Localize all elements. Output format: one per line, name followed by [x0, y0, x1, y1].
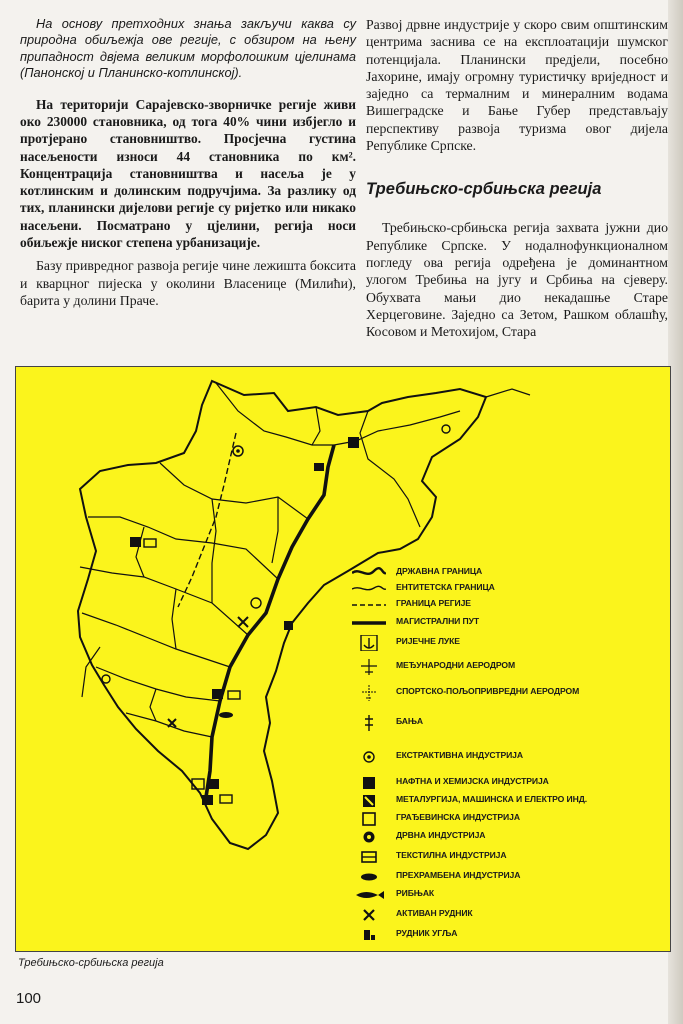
wood-icon [352, 829, 386, 845]
legend-item [352, 887, 662, 903]
extractive-icon [352, 749, 386, 765]
legend-label: МАГИСТРАЛНИ ПУТ [396, 616, 480, 626]
legend-label: ГРАЂЕВИНСКА ИНДУСТРИЈА [396, 812, 520, 822]
legend-label: РИЈЕЧНЕ ЛУКЕ [396, 636, 460, 646]
legend-label: ЕНТИТЕТСКА ГРАНИЦА [396, 582, 495, 592]
tourism-paragraph: Развој дрвне индустрије у скоро свим општинским центрима заснива се на експлоатацији шумског потенцијала. Планински предјели, посебно Јахорине, имају огромну туристичку вриједност и заједно са термалним и минералним водама Вишеградске и Бање Губер представљају перспективу развоја туризма овог дијела Републике Српске. [366, 17, 668, 154]
entity-border-icon [352, 581, 386, 597]
right-column [366, 16, 668, 340]
legend-item [352, 581, 662, 597]
legend-item [352, 659, 662, 675]
legend-label: АКТИВАН РУДНИК [396, 908, 473, 918]
legend-label: МЕТАЛУРГИЈА, МАШИНСКА И ЕЛЕКТРО ИНД. [396, 794, 588, 804]
region-paragraph: Требињско-србињска регија захвата јужни дио Републике Српске. У нодалнофункционалном погледу ова регија одређена је доминантном улогом Требиња на југу и Србиња на сјеверу. Обухвата мањи дио некадашње Старе Херцеговине. Заједно са Зетом, Рашком облашћу, Косовом и Метохијом, Стара [366, 220, 668, 340]
small-airport-icon [352, 685, 386, 701]
region-border-line [178, 433, 236, 607]
oil-chemical-icon [352, 775, 386, 791]
metallurgy-icon [352, 793, 386, 809]
legend-label: НАФТНА И ХЕМИЈСКА ИНДУСТРИЈА [396, 776, 549, 786]
legend-label: СПОРТСКО-ПОЉОПРИВРЕДНИ АЕРОДРОМ [396, 686, 580, 696]
left-column [20, 16, 356, 309]
legend-item [352, 793, 662, 809]
fish-icon [352, 887, 386, 903]
legend-label: РИБЊАК [396, 888, 435, 898]
region-map [15, 366, 671, 952]
map-caption: Требињско-србињска регија [18, 957, 164, 969]
coal-mine-icon [352, 927, 386, 943]
legend-label: ТЕКСТИЛНА ИНДУСТРИЈА [396, 850, 507, 860]
main-road-line [206, 445, 334, 797]
legend-label: ГРАНИЦА РЕГИЈЕ [396, 598, 471, 608]
legend-label: ПРЕХРАМБЕНА ИНДУСТРИЈА [396, 870, 521, 880]
legend-label: РУДНИК УГЉА [396, 928, 458, 938]
legend-label: ДРЖАВНА ГРАНИЦА [396, 566, 483, 576]
main-road-icon [352, 615, 386, 631]
section-title: Требињско-србињска регија [366, 180, 602, 199]
legend-item [352, 597, 662, 613]
airport-icon [352, 659, 386, 675]
legend-item [352, 635, 662, 651]
legend-item [352, 565, 662, 581]
legend-item [352, 907, 662, 923]
legend-item [352, 927, 662, 943]
legend-item [352, 811, 662, 827]
legend-item [352, 829, 662, 845]
legend-label: ДРВНА ИНДУСТРИЈА [396, 830, 486, 840]
textile-icon [352, 849, 386, 865]
legend-item [352, 869, 662, 885]
spa-icon [352, 715, 386, 731]
food-icon [352, 869, 386, 885]
construction-icon [352, 811, 386, 827]
intro-question: На основу претходних знања закључи каква су природна обиљежја ове регије, с обзиром на њену припадност двјема великим морфолошким цјелинама (Панонској и Планинско-котлинској). [20, 16, 356, 81]
legend-label: МЕЂУНАРОДНИ АЕРОДРОМ [396, 660, 516, 670]
legend-item [352, 775, 662, 791]
page-number: 100 [16, 990, 42, 1007]
legend-item [352, 849, 662, 865]
state-border-icon [352, 565, 386, 581]
legend-label: БАЊА [396, 716, 423, 726]
pickaxe-icon [352, 907, 386, 923]
population-paragraph: На територији Сарајевско-зворничке регије живи око 230000 становника, од тога 40% чини избјегло и протјерано становништво. Просјечна густина насељености износи 44 становника по км². Концентрација становништва и насеља је у котлинским и долинским подручјима. За разлику од тих, планински дијелови регије су ријетко или никако насељени. Посматрано у цјелини, регија носи обиљежје ниског степена урбанизације. [20, 96, 356, 250]
anchor-icon [352, 635, 386, 651]
legend-item [352, 685, 662, 701]
legend-item [352, 715, 662, 731]
region-border-icon [352, 597, 386, 613]
economy-paragraph: Базу привредног развоја регије чине лежишта боксита и кварцног пијеска у околини Власенице (Милићи), барита у долини Праче. [20, 258, 356, 308]
legend-item [352, 749, 662, 765]
legend-item [352, 615, 662, 631]
legend-label: ЕКСТРАКТИВНА ИНДУСТРИЈА [396, 750, 523, 760]
